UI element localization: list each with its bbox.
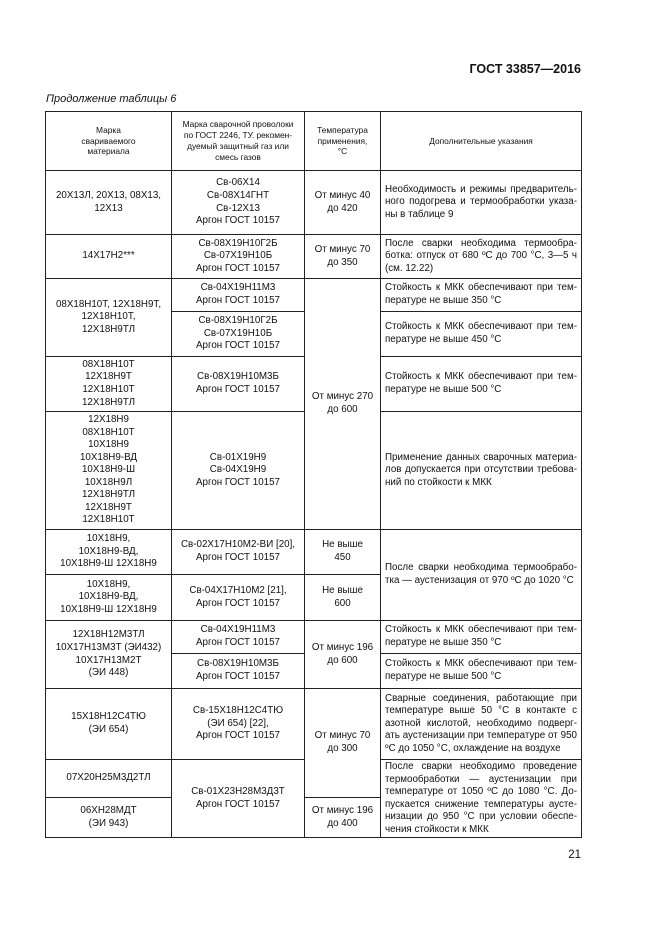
welding-materials-table [45, 111, 582, 838]
wire-cell: Св-08Х19Н10Г2Б Св-07Х19Н10Б Аргон ГОСТ 10157 [172, 312, 305, 357]
material-cell: 20Х13Л, 20Х13, 08Х13, 12Х13 [46, 171, 172, 235]
wire-cell: Св-02Х17Н10М2-ВИ [20], Аргон ГОСТ 10157 [172, 530, 305, 575]
page-number: 21 [568, 849, 581, 861]
note-cell: Стойкость к МКК обеспечивают при тем-пературе не выше 500 °С [381, 357, 582, 412]
note-cell: Стойкость к МКК обеспечивают при тем-пературе не выше 450 °С [381, 312, 582, 357]
note-cell: Применение данных сварочных материа-лов допускается при отсутствии требова-ний по стойкости к МКК [381, 412, 582, 530]
material-cell: 06ХН28МДТ (ЭИ 943) [46, 798, 172, 838]
temperature-cell: От минус 40 до 420 [305, 171, 381, 235]
header-wire: Марка сварочной проволоки по ГОСТ 2246, ТУ. рекомен- дуемый защитный газ или смесь газов [172, 112, 305, 171]
table-row [46, 171, 582, 235]
note-cell: Стойкость к МКК обеспечивают при тем-пературе не выше 500 °С [381, 654, 582, 689]
note-cell: Необходимость и режимы предваритель-ного подогрева и термообработки указа-ны в таблице 9 [381, 171, 582, 235]
table-row [46, 235, 582, 279]
wire-cell: Св-04Х19Н11М3 Аргон ГОСТ 10157 [172, 621, 305, 654]
temperature-cell: От минус 270 до 600 [305, 279, 381, 530]
temperature-cell: От минус 196 до 400 [305, 798, 381, 838]
note-cell: Стойкость к МКК обеспечивают при тем-пературе не выше 350 °С [381, 279, 582, 312]
temperature-cell: Не выше 450 [305, 530, 381, 575]
wire-cell: Св-01Х23Н28М3Д3Т Аргон ГОСТ 10157 [172, 760, 305, 838]
material-cell: 08Х18Н10Т, 12Х18Н9Т, 12Х18Н10Т, 12Х18Н9ТЛ [46, 279, 172, 357]
wire-cell: Св-15Х18Н12С4ТЮ (ЭИ 654) [22], Аргон ГОСТ 10157 [172, 689, 305, 760]
wire-cell: Св-08Х19Н10Г2Б Св-07Х19Н10Б Аргон ГОСТ 10157 [172, 235, 305, 279]
material-cell: 12Х18Н12М3ТЛ 10Х17Н13М3Т (ЭИ432) 10Х17Н13М2Т (ЭИ 448) [46, 621, 172, 689]
header-notes: Дополнительные указания [381, 112, 582, 171]
table-row [46, 530, 582, 575]
table-row [46, 279, 582, 312]
wire-cell: Св-08Х19Н10М3Б Аргон ГОСТ 10157 [172, 357, 305, 412]
material-cell: 14Х17Н2*** [46, 235, 172, 279]
material-cell: 10Х18Н9, 10Х18Н9-ВД, 10Х18Н9-Ш 12Х18Н9 [46, 575, 172, 621]
header-material: Марка свариваемого материала [46, 112, 172, 171]
wire-cell: Св-08Х19Н10М3Б Аргон ГОСТ 10157 [172, 654, 305, 689]
material-cell: 10Х18Н9, 10Х18Н9-ВД, 10Х18Н9-Ш 12Х18Н9 [46, 530, 172, 575]
wire-cell: Св-01Х19Н9 Св-04Х19Н9 Аргон ГОСТ 10157 [172, 412, 305, 530]
wire-cell: Св-04Х19Н11М3 Аргон ГОСТ 10157 [172, 279, 305, 312]
note-cell: После сварки необходимо проведение термообработки — аустенизации при температуре от 1050 ºС до 1080 °С. До-пускается снижение температуры аусте-низации до 950 °С при условии обеспе-чения стойкости к МКК [381, 760, 582, 838]
temperature-cell: От минус 196 до 600 [305, 621, 381, 689]
table-header-row [46, 112, 582, 171]
note-cell: После сварки необходима термообрабо-тка — аустенизация от 970 ºС до 1020 °С [381, 530, 582, 621]
material-cell: 07Х20Н25М3Д2ТЛ [46, 760, 172, 798]
material-cell: 12Х18Н9 08Х18Н10Т 10Х18Н9 10Х18Н9-ВД 10Х18Н9-Ш 10Х18Н9Л 12Х18Н9ТЛ 12Х18Н9Т 12Х18Н10Т [46, 412, 172, 530]
header-temperature: Температура применения, °С [305, 112, 381, 171]
gost-code: ГОСТ 33857—2016 [469, 62, 581, 76]
material-cell: 15Х18Н12С4ТЮ (ЭИ 654) [46, 689, 172, 760]
note-cell: Сварные соединения, работающие при температуре выше 50 °С в контакте с азотной кислотой, необходимо подверг-ать аустенизации при температуре от 950 ºС до 1050 °С, охлаждение на воздухе [381, 689, 582, 760]
wire-cell: Св-04Х17Н10М2 [21], Аргон ГОСТ 10157 [172, 575, 305, 621]
temperature-cell: Не выше 600 [305, 575, 381, 621]
material-cell: 08Х18Н10Т 12Х18Н9Т 12Х18Н10Т 12Х18Н9ТЛ [46, 357, 172, 412]
note-cell: После сварки необходима термообра-ботка: отпуск от 680 ºС до 700 °С, 3—5 ч (см. 12.22) [381, 235, 582, 279]
table-caption: Продолжение таблицы 6 [46, 93, 177, 105]
wire-cell: Св-06Х14 Св-08Х14ГНТ Св-12Х13 Аргон ГОСТ 10157 [172, 171, 305, 235]
temperature-cell: От минус 70 до 350 [305, 235, 381, 279]
note-cell: Стойкость к МКК обеспечивают при тем-пературе не выше 350 °С [381, 621, 582, 654]
table-row [46, 689, 582, 760]
table-row [46, 621, 582, 654]
temperature-cell: От минус 70 до 300 [305, 689, 381, 798]
